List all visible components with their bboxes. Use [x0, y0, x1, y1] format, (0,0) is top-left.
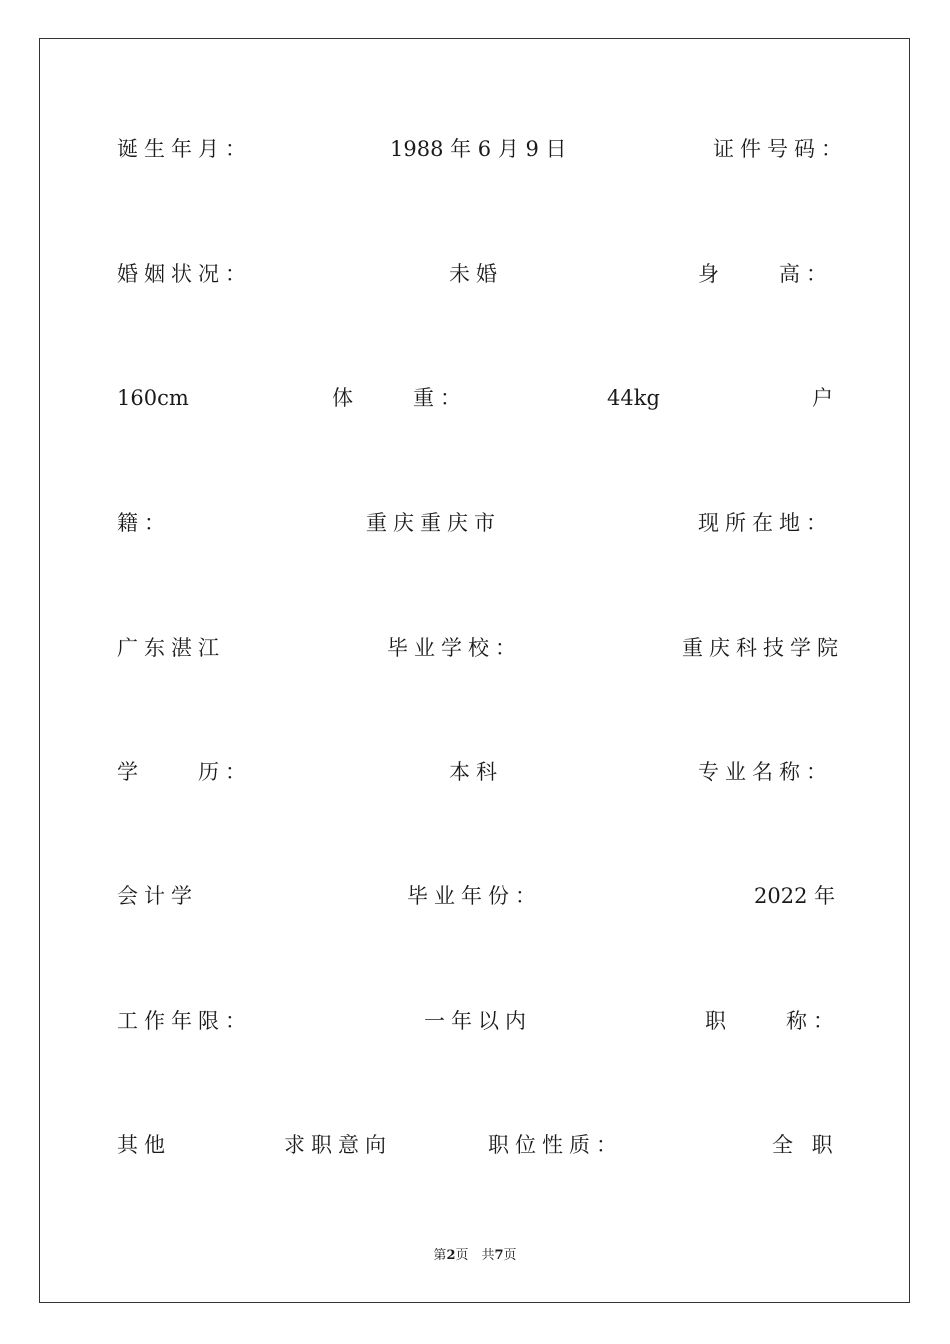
- page-prefix: 第: [433, 1248, 447, 1263]
- education-label: 学 历：: [117, 760, 252, 784]
- height-label: 身 高：: [698, 262, 833, 286]
- weight-value: 44kg: [607, 386, 660, 410]
- school-label: 毕业学校：: [387, 636, 522, 660]
- marital-status-value: 未婚: [449, 262, 503, 286]
- household-label-end: 籍：: [117, 511, 171, 535]
- household-label-start: 户: [812, 386, 839, 410]
- job-type-value: 全 职: [772, 1133, 839, 1157]
- current-location-value: 广东湛江: [117, 636, 225, 660]
- birth-date-label: 诞生年月：: [117, 137, 252, 161]
- job-intent-heading: 求职意向: [284, 1133, 392, 1157]
- work-years-label: 工作年限：: [117, 1009, 252, 1033]
- education-value: 本科: [449, 760, 503, 784]
- height-value: 160cm: [117, 386, 189, 410]
- graduation-year-value: 2022 年: [754, 884, 836, 908]
- page-mid: 页 共: [455, 1248, 495, 1263]
- id-number-label: 证件号码：: [713, 137, 848, 161]
- major-value: 会计学: [117, 884, 198, 908]
- total-page-number: 7: [494, 1248, 504, 1263]
- job-type-label: 职位性质：: [488, 1133, 623, 1157]
- current-page-number: 2: [446, 1248, 456, 1263]
- current-location-label: 现所在地：: [698, 511, 833, 535]
- info-row-household: [0, 508, 950, 538]
- major-label: 专业名称：: [698, 760, 833, 784]
- info-row-birth-date: [0, 134, 950, 164]
- page-number-footer: [0, 1246, 950, 1266]
- birth-date-value: 1988 年 6 月 9 日: [390, 137, 567, 161]
- info-row-school: [0, 633, 950, 663]
- info-row-education: [0, 757, 950, 787]
- marital-status-label: 婚姻状况：: [117, 262, 252, 286]
- info-row-job-intent: [0, 1130, 950, 1160]
- page-border: [39, 38, 910, 1303]
- info-row-work-years: [0, 1006, 950, 1036]
- household-value: 重庆重庆市: [366, 511, 501, 535]
- school-value: 重庆科技学院: [682, 636, 844, 660]
- weight-label: 体 重：: [332, 386, 467, 410]
- info-row-height-weight: [0, 383, 950, 413]
- page-suffix: 页: [503, 1248, 517, 1263]
- title-value: 其他: [117, 1133, 171, 1157]
- work-years-value: 一年以内: [424, 1009, 532, 1033]
- info-row-marital-status: [0, 259, 950, 289]
- graduation-year-label: 毕业年份：: [407, 884, 542, 908]
- info-row-graduation: [0, 881, 950, 911]
- title-label: 职 称：: [705, 1009, 840, 1033]
